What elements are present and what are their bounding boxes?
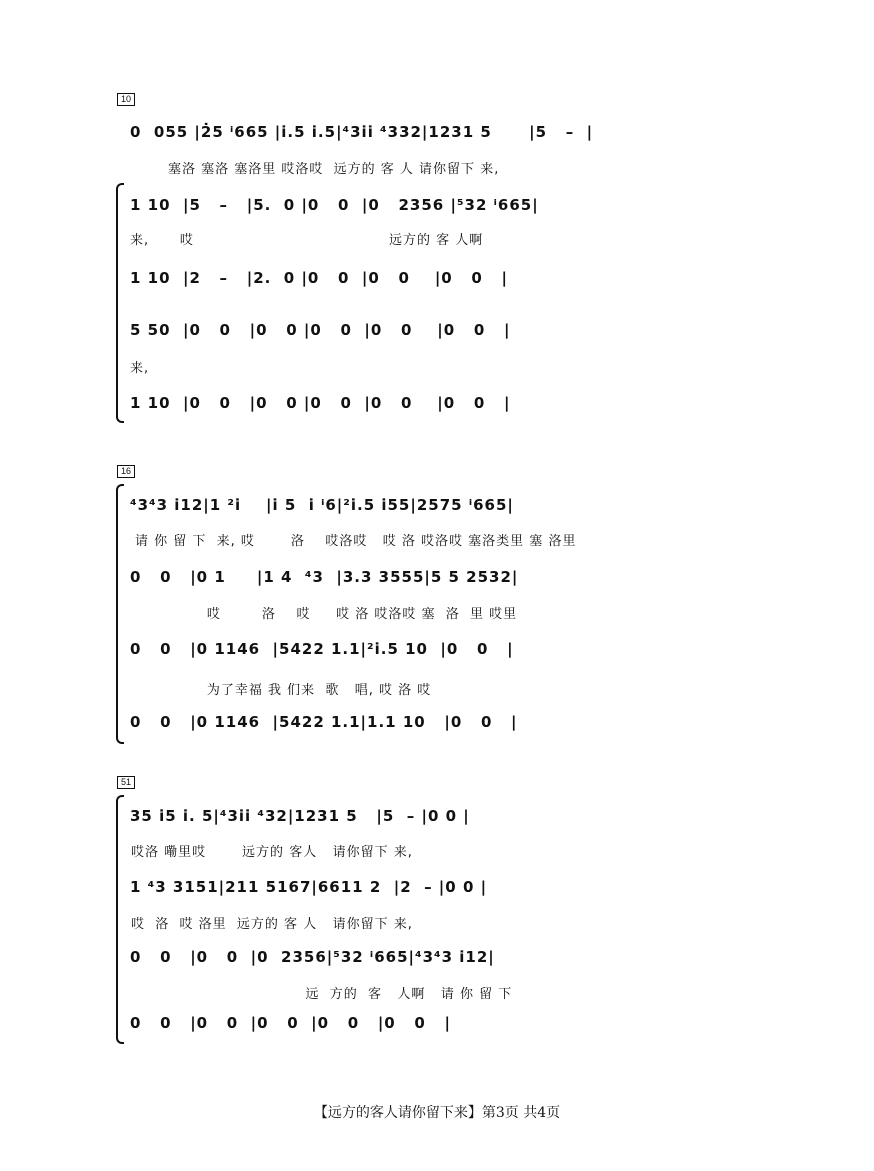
notation-row: 0 055 |2̇5 ⁱ665 |i̇.5 i̇.5|⁴3i̇i̇ ⁴332|1231 5 |5 – | — [130, 123, 594, 141]
notation-row: 0 0 |0 0 |0 0 |0 0 |0 0 | — [130, 1014, 451, 1032]
staff-brace — [116, 795, 124, 1044]
lyric-line: 来, 哎 远方的 客 人啊 — [130, 233, 484, 248]
notation-row: 0 0 |0 1146 |5422 1.1|1.1 10 |0 0 | — [130, 713, 518, 731]
lyric-line: 哎 洛 哎 洛里 远方的 客 人 请你留下 来, — [131, 917, 413, 932]
notation-row: ⁴3⁴3 i̇12|1 ²i̇ |i̇ 5 i̇ ⁱ6|²i̇.5 i̇55|2575 ⁱ665| — [130, 496, 514, 514]
notation-row: 1 10 |0 0 |0 0 |0 0 |0 0 |0 0 | — [130, 394, 511, 412]
notation-row: 1 ⁴3 3151|211 5167|6611 2 |2 – |0 0 | — [130, 878, 488, 896]
notation-row: 5 50 |0 0 |0 0 |0 0 |0 0 |0 0 | — [130, 321, 511, 339]
lyric-line: 远 方的 客 人啊 请 你 留 下 — [131, 987, 513, 1002]
lyric-line: 请 你 留 下 来, 哎 洛 哎洛哎 哎 洛 哎洛哎 塞洛类里 塞 洛里 — [135, 534, 577, 549]
measure-number: 51 — [117, 776, 135, 789]
notation-row: 0 0 |0 0 |0 2356|⁵32 ⁱ665|⁴3⁴3 i̇12| — [130, 948, 495, 966]
lyric-line: 哎洛 嘞里哎 远方的 客人 请你留下 来, — [131, 845, 413, 860]
measure-number: 16 — [117, 465, 135, 478]
staff-brace — [116, 484, 124, 744]
page-footer: 【远方的客人请你留下来】第3页 共4页 — [313, 1105, 561, 1121]
notation-row: 1 10 |2 – |2. 0 |0 0 |0 0 |0 0 | — [130, 269, 508, 287]
lyric-line: 来, — [130, 361, 150, 376]
staff-brace — [116, 183, 124, 423]
notation-row: 0 0 |0 1 |1 4 ⁴3 |3.3 3555|5 5 2532| — [130, 568, 519, 586]
notation-row: 35 i̇5 i̇. 5|⁴3i̇i̇ ⁴32|1231 5 |5 – |0 0 | — [130, 807, 470, 825]
lyric-line: 塞洛 塞洛 塞洛里 哎洛哎 远方的 客 人 请你留下 来, — [168, 162, 500, 177]
lyric-line: 为了幸福 我 们来 歌 唱, 哎 洛 哎 — [135, 683, 432, 698]
measure-number: 10 — [117, 93, 135, 106]
notation-row: 1 10 |5 – |5. 0 |0 0 |0 2356 |⁵32 ⁱ665| — [130, 196, 539, 214]
notation-row: 0 0 |0 1146 |5422 1.1|²i̇.5 10 |0 0 | — [130, 640, 514, 658]
lyric-line: 哎 洛 哎 哎 洛 哎洛哎 塞 洛 里 哎里 — [135, 607, 518, 622]
